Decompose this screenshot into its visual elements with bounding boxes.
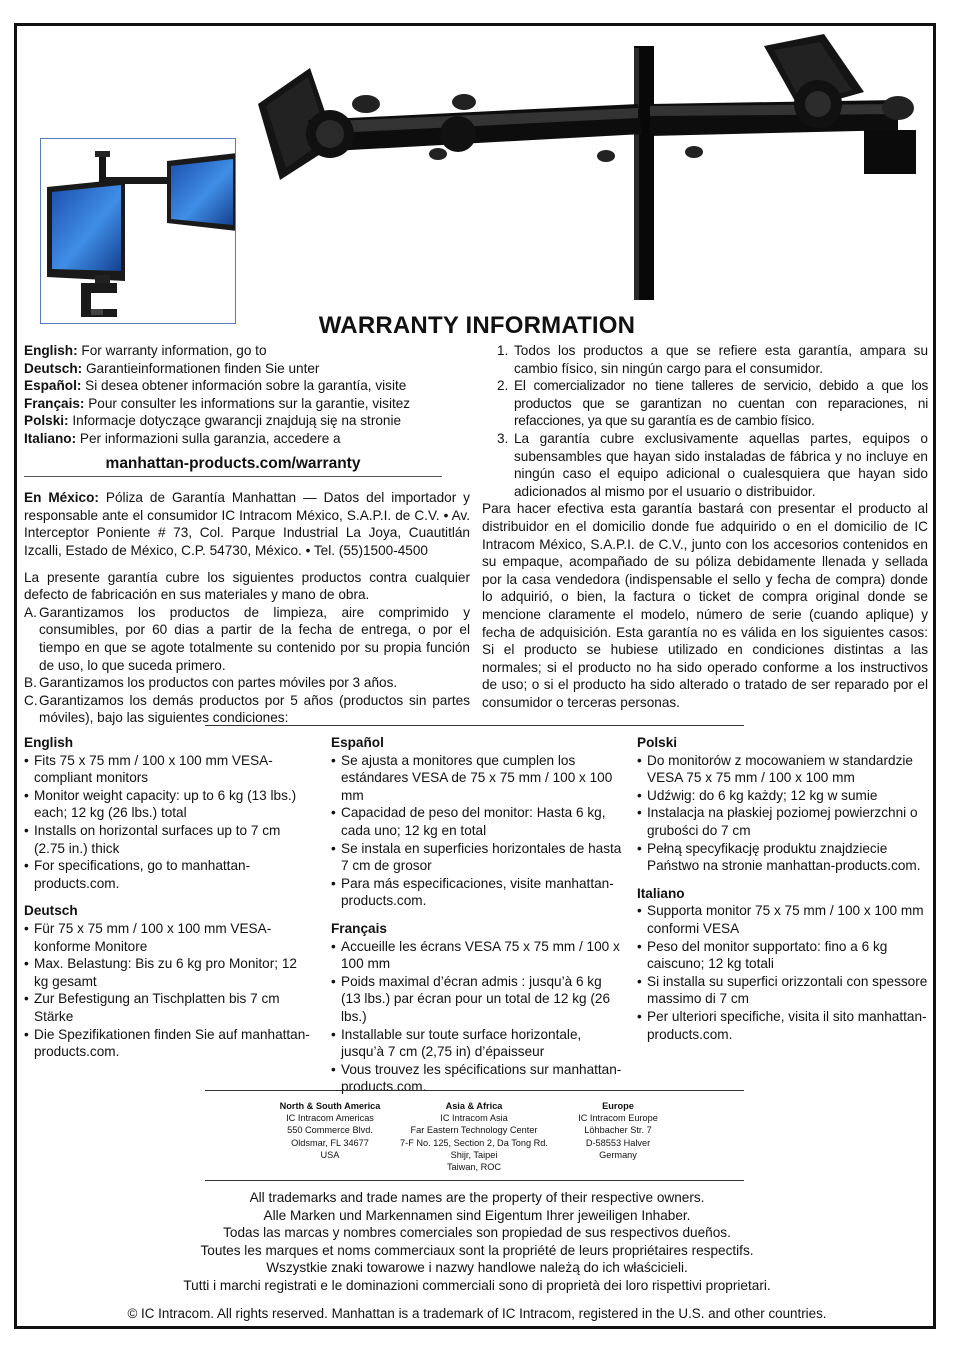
left-column <box>24 342 470 727</box>
inset-product-photo <box>40 138 236 324</box>
intro-francais: Français: Pour consulter les informations sur la garantie, visitez <box>24 395 411 411</box>
specs-heading-espanol: Español <box>331 735 384 750</box>
list-item: A. Garantizamos los productos de limpieza, aire comprimido y consumibles, por 60 dias a partir de la fecha de entrega, o por el tiempo en que se agote totalmente su contenido por su propia función de uso, lo que suceda primero. <box>24 604 470 673</box>
divider <box>205 725 744 726</box>
specs-list-francais <box>331 938 623 1096</box>
list-item: • Capacidad de peso del monitor: Hasta 6 kg, cada uno; 12 kg en total <box>331 804 623 839</box>
intro-english: English: For warranty information, go to <box>24 343 267 358</box>
list-item: • Si installa su superfici orizzontali con spessore massimo di 7 cm <box>637 973 932 1008</box>
list-item: • Para más especificaciones, visite manhattan-products.com. <box>331 875 623 910</box>
list-item: • Se instala en superficies horizontales de hasta 7 cm de grosor <box>331 840 623 875</box>
specs-heading-english: English <box>24 735 74 750</box>
list-item: • Installable sur toute surface horizontale, jusqu’à 7 cm (2,75 in) d’épaisseur <box>331 1026 623 1061</box>
office-asia: Asia & Africa IC Intracom Asia Far Eastern Technology Center 7-F No. 125, Section 2, Da Tong Rd. Shijr, Taipei Taiwan, ROC <box>400 1101 548 1173</box>
list-item: • Max. Belastung: Bis zu 6 kg pro Monitor; 12 kg gesamt <box>24 955 314 990</box>
list-item: C. Garantizamos los demás productos por 5 años (productos sin partes móviles), bajo las siguientes condiciones: <box>24 692 470 726</box>
list-item: • For specifications, go to manhattan-products.com. <box>24 857 314 892</box>
specs-list-english <box>24 752 314 893</box>
intro-italiano: Italiano: Per informazioni sulla garanzia, accedere a <box>24 430 341 446</box>
list-item: • Für 75 x 75 mm / 100 x 100 mm VESA-konforme Monitore <box>24 920 314 955</box>
list-item: • Monitor weight capacity: up to 6 kg (13 lbs.) each; 12 kg (26 lbs.) total <box>24 787 314 822</box>
list-item: • Accueille les écrans VESA 75 x 75 mm / 100 x 100 mm <box>331 938 623 973</box>
warranty-url[interactable]: manhattan-products.com/warranty <box>24 455 442 478</box>
intro-espanol: Español: Si desea obtener información sobre la garantía, visite <box>24 378 407 394</box>
specs-column-2 <box>331 734 623 1106</box>
specs-list-deutsch <box>24 920 314 1061</box>
office-europe: Europe IC Intracom Europe Löhbacher Str. 7 D-58553 Halver Germany <box>578 1101 658 1160</box>
office-americas: North & South America IC Intracom Americas 550 Commerce Blvd. Oldsmar, FL 34677 USA <box>279 1101 381 1160</box>
specs-heading-polski: Polski <box>637 735 678 750</box>
warranty-claim-text: Para hacer efectiva esta garantía bastará con presentar el producto al distribuidor en el domicilio donde fue adquirido o en el domicilio de IC Intracom México, S.A.P.I. de C.V., junto con los accesorios contenidos en su empaque, acompañado de su póliza debidamente llenada y sellada por la casa vendedora (indispensable el sello y fecha de compra) donde lo adquirió, o bien, la factura o ticket de compra original donde se mencione claramente el modelo, número de serie (cuando aplique) y fecha de adquisición. Esta garantía no es válida en los siguientes casos: Si el producto se hubiese utilizado en condiciones distintas a las normales; si el producto no ha sido operado conforme a los instructivos de uso; o si el producto ha sido alterado o tratado de ser reparado por el consumidor o terceras personas. <box>482 501 928 710</box>
intro-deutsch: Deutsch: Garantieinformationen finden Sie unter <box>24 360 320 376</box>
list-item: • Poids maximal d’écran admis : jusqu’à 6 kg (13 lbs.) par écran pour un total de 12 kg (26 lbs.) <box>331 973 623 1026</box>
specs-heading-italiano: Italiano <box>637 885 685 901</box>
list-item: • Udźwig: do 6 kg każdy; 12 kg w sumie <box>637 787 932 805</box>
list-item: • Peso del monitor supportato: fino a 6 kg caiscuno; 12 kg totali <box>637 938 932 973</box>
list-item: • Instalacja na płaskiej poziomej powierzchni o grubości do 7 cm <box>637 804 932 839</box>
specs-list-espanol <box>331 752 623 910</box>
list-item: 2. El comercializador no tiene talleres de servicio, debido a que los productos que se garantizan no cuentan con reparaciones, ni refacciones, ya que su garantía es de cambio físico. <box>497 378 928 429</box>
list-item: • Fits 75 x 75 mm / 100 x 100 mm VESA-compliant monitors <box>24 752 314 787</box>
trademark-notice: All trademarks and trade names are the property of their respective owners. Alle Marken und Markennamen sind Eigentum Ihrer jeweiligen Inhaber. Todas las marcas y nombres comerciales son propiedad de sus respectivos dueños. Toutes les marques et noms commerciaux sont la propriété de leurs propriétaires respectifs. Wszystkie znaki towarowe i nazwy handlowe należą do ich właścicieli. Tutti i marchi registrati e le dominazioni commerciali sono di proprietà dei loro rispettivi proprietari. <box>183 1190 771 1293</box>
specs-heading-francais: Français <box>331 920 387 936</box>
specs-list-italiano <box>637 902 932 1043</box>
list-item: • Se ajusta a monitores que cumplen los estándares VESA de 75 x 75 mm / 100 x 100 mm <box>331 752 623 805</box>
list-item: • Vous trouvez les spécifications sur manhattan-products.com. <box>331 1061 623 1096</box>
divider <box>205 1090 744 1091</box>
list-item: • Supporta monitor 75 x 75 mm / 100 x 100 mm conformi VESA <box>637 902 932 937</box>
copyright-notice: © IC Intracom. All rights reserved. Manhattan is a trademark of IC Intracom, registered in the U.S. and other countries. <box>127 1306 827 1321</box>
list-item: • Installs on horizontal surfaces up to 7 cm (2.75 in.) thick <box>24 822 314 857</box>
page-title: WARRANTY INFORMATION <box>318 312 636 339</box>
list-item: • Pełną specyfikację produktu znajdziecie Państwo na stronie manhattan-products.com. <box>637 840 932 875</box>
right-column <box>482 342 928 711</box>
list-item: • Die Spezifikationen finden Sie auf manhattan-products.com. <box>24 1026 314 1061</box>
specs-list-polski <box>637 752 932 875</box>
specs-column-1 <box>24 734 314 1071</box>
list-item: B. Garantizamos los productos con partes móviles por 3 años. <box>24 675 398 691</box>
conditions-list <box>482 342 928 500</box>
specs-column-3 <box>637 734 932 1053</box>
list-item: • Zur Befestigung an Tischplatten bis 7 cm Stärke <box>24 990 314 1025</box>
specs-heading-deutsch: Deutsch <box>24 903 78 919</box>
list-item: 1. Todos los productos a que se refiere esta garantía, ampara su cambio físico, sin ningún cargo para el consumidor. <box>497 343 928 376</box>
list-item: 3. La garantía cubre exclusivamente aquellas partes, equipos o subensambles que hayan sido instaladas de fábrica y no incluye en ningún caso el equipo adicional o cualesquiera que hayan sido adicionados al mismo por el usuario o distribuidor. <box>497 430 928 499</box>
list-item: • Per ulteriori specifiche, visita il sito manhattan-products.com. <box>637 1008 932 1043</box>
mexico-product-list <box>24 604 470 727</box>
divider <box>205 1180 744 1181</box>
mexico-importer: En México: Póliza de Garantía Manhattan — Datos del importador y responsable ante el consumidor IC Intracom México, S.A.P.I. de C.V. • Av. Interceptor Poniente # 73, Col. Parque Industrial La Joya, Cuautitlán Izcalli, Estado de México, C.P. 54730, México. • Tel. (55)1500-4500 <box>24 490 470 558</box>
mount-product-photo <box>258 34 926 300</box>
intro-polski: Polski: Informacje dotyczące gwarancji znajdują się na stronie <box>24 413 402 429</box>
mexico-coverage: La presente garantía cubre los siguientes productos contra cualquier defecto de fabricación en sus materiales y mano de obra. <box>24 569 470 603</box>
list-item: • Do monitorów z mocowaniem w standardzie VESA 75 x 75 mm / 100 x 100 mm <box>637 752 932 787</box>
